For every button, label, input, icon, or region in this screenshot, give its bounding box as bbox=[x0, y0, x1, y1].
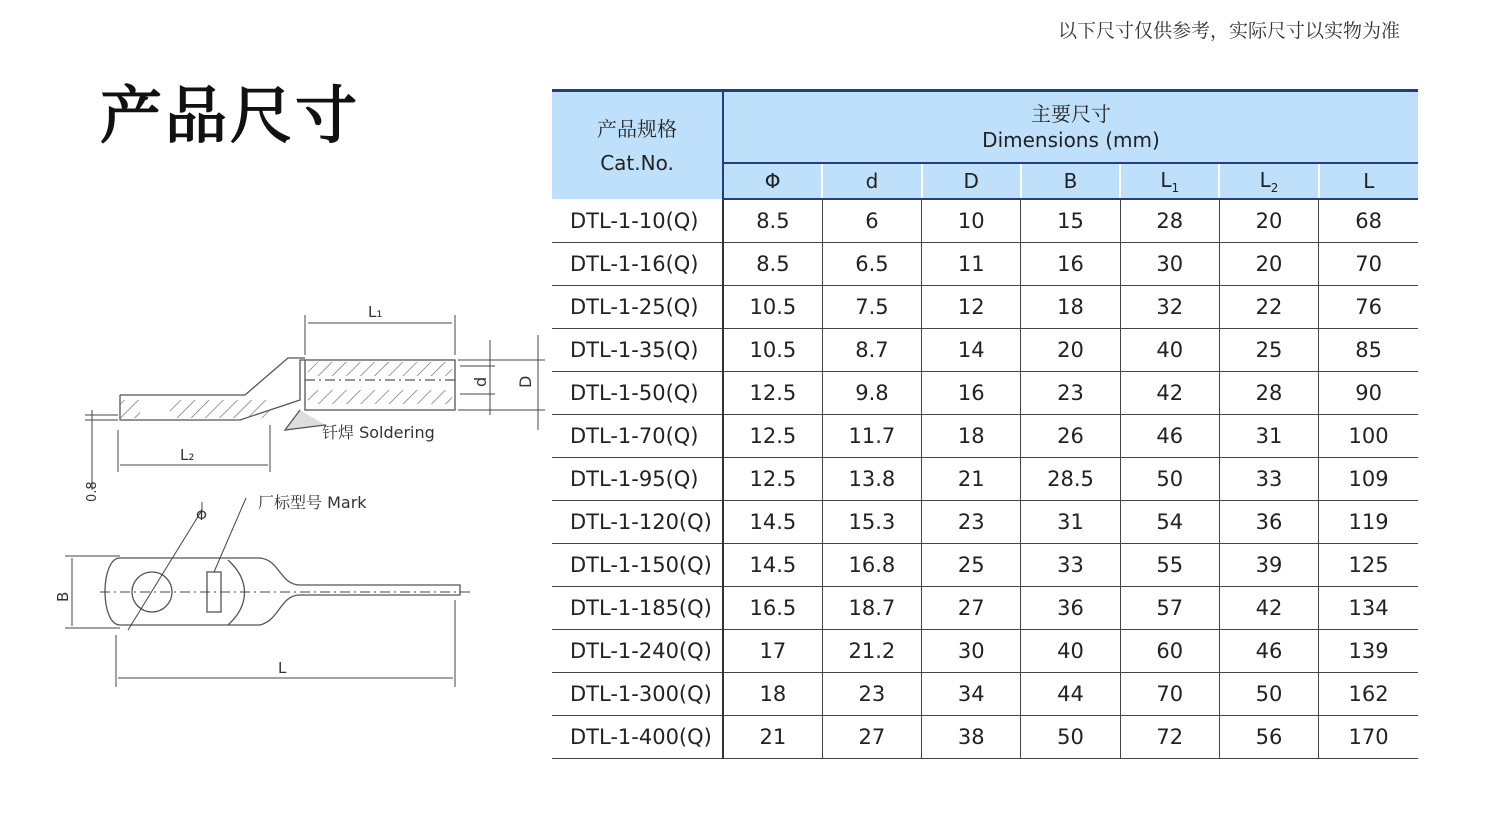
cat-no-cell: DTL-1-400(Q) bbox=[552, 716, 723, 759]
column-header-label: L bbox=[1363, 169, 1375, 193]
dimension-cell: 70 bbox=[1319, 243, 1418, 286]
dimension-cell: 6.5 bbox=[822, 243, 921, 286]
dimension-cell: 20 bbox=[1219, 243, 1318, 286]
table-row bbox=[552, 243, 1418, 286]
dimension-cell: 18 bbox=[1021, 286, 1120, 329]
label-l1: L₁ bbox=[368, 303, 383, 321]
dimension-cell: 16 bbox=[1021, 243, 1120, 286]
dimension-cell: 23 bbox=[1021, 372, 1120, 415]
dimension-cell: 12.5 bbox=[723, 415, 822, 458]
cat-no-cell: DTL-1-240(Q) bbox=[552, 630, 723, 673]
dimension-cell: 57 bbox=[1120, 587, 1219, 630]
dimension-cell: 90 bbox=[1319, 372, 1418, 415]
dimension-cell: 15 bbox=[1021, 199, 1120, 243]
dimension-cell: 42 bbox=[1120, 372, 1219, 415]
table-row bbox=[552, 415, 1418, 458]
dimensions-table bbox=[552, 89, 1418, 759]
dimension-cell: 16 bbox=[922, 372, 1021, 415]
dimension-cell: 21 bbox=[922, 458, 1021, 501]
dimension-cell: 12.5 bbox=[723, 372, 822, 415]
dimension-cell: 60 bbox=[1120, 630, 1219, 673]
cat-no-cell: DTL-1-10(Q) bbox=[552, 199, 723, 243]
dimension-cell: 40 bbox=[1120, 329, 1219, 372]
dimension-cell: 33 bbox=[1021, 544, 1120, 587]
dimension-cell: 21 bbox=[723, 716, 822, 759]
dimension-cell: 17 bbox=[723, 630, 822, 673]
table-row bbox=[552, 199, 1418, 243]
column-header bbox=[1120, 163, 1219, 199]
dimension-cell: 134 bbox=[1319, 587, 1418, 630]
dimension-cell: 28 bbox=[1219, 372, 1318, 415]
dimension-cell: 40 bbox=[1021, 630, 1120, 673]
dimension-cell: 125 bbox=[1319, 544, 1418, 587]
label-b: B bbox=[54, 591, 72, 602]
label-soldering: 钎焊 Soldering bbox=[322, 423, 435, 442]
dimension-cell: 20 bbox=[1219, 199, 1318, 243]
dimension-cell: 7.5 bbox=[822, 286, 921, 329]
dimension-cell: 9.8 bbox=[822, 372, 921, 415]
cat-no-cell: DTL-1-300(Q) bbox=[552, 673, 723, 716]
dimension-cell: 25 bbox=[1219, 329, 1318, 372]
column-header bbox=[1021, 163, 1120, 199]
dimension-cell: 23 bbox=[822, 673, 921, 716]
column-header-label: d bbox=[865, 169, 879, 193]
label-phi: Φ bbox=[196, 508, 208, 524]
label-l: L bbox=[278, 659, 287, 677]
column-header-subscript: 2 bbox=[1270, 180, 1279, 195]
column-header-label: D bbox=[963, 169, 979, 193]
table-row bbox=[552, 501, 1418, 544]
label-l2: L₂ bbox=[180, 446, 195, 464]
dimension-cell: 42 bbox=[1219, 587, 1318, 630]
column-header-subscript: 1 bbox=[1171, 180, 1180, 195]
dimension-cell: 22 bbox=[1219, 286, 1318, 329]
dimension-cell: 27 bbox=[822, 716, 921, 759]
label-thickness: 0.8 bbox=[85, 481, 100, 502]
dimension-cell: 11.7 bbox=[822, 415, 921, 458]
column-header-label: Φ bbox=[764, 169, 781, 193]
page-title: 产品尺寸 bbox=[100, 79, 361, 152]
table-row bbox=[552, 630, 1418, 673]
dimensions-table-container bbox=[552, 89, 1418, 759]
cat-no-cell: DTL-1-150(Q) bbox=[552, 544, 723, 587]
dimensions-header bbox=[723, 91, 1418, 164]
column-header-label: L bbox=[1259, 167, 1271, 192]
dimension-cell: 30 bbox=[1120, 243, 1219, 286]
label-d-small: d bbox=[471, 376, 490, 387]
cat-no-cell: DTL-1-185(Q) bbox=[552, 587, 723, 630]
label-d-large: D bbox=[516, 375, 535, 388]
dimension-cell: 16.5 bbox=[723, 587, 822, 630]
dimension-cell: 54 bbox=[1120, 501, 1219, 544]
dimension-cell: 25 bbox=[922, 544, 1021, 587]
table-row bbox=[552, 458, 1418, 501]
dimension-cell: 119 bbox=[1319, 501, 1418, 544]
dimension-cell: 23 bbox=[922, 501, 1021, 544]
dimension-cell: 30 bbox=[922, 630, 1021, 673]
dimension-cell: 139 bbox=[1319, 630, 1418, 673]
dimension-cell: 10.5 bbox=[723, 329, 822, 372]
cat-header-cn: 产品规格 bbox=[597, 116, 677, 141]
dimension-cell: 39 bbox=[1219, 544, 1318, 587]
dimension-cell: 44 bbox=[1021, 673, 1120, 716]
dimension-cell: 8.5 bbox=[723, 199, 822, 243]
main-header-cn: 主要尺寸 bbox=[1031, 102, 1111, 126]
cat-no-cell: DTL-1-120(Q) bbox=[552, 501, 723, 544]
dimension-cell: 12 bbox=[922, 286, 1021, 329]
dimension-cell: 46 bbox=[1120, 415, 1219, 458]
dimension-cell: 34 bbox=[922, 673, 1021, 716]
dimension-cell: 50 bbox=[1219, 673, 1318, 716]
column-header bbox=[822, 163, 921, 199]
table-row bbox=[552, 673, 1418, 716]
column-header bbox=[723, 163, 822, 199]
lug-dimension-diagram bbox=[50, 290, 550, 710]
dimension-cell: 13.8 bbox=[822, 458, 921, 501]
dimension-cell: 14.5 bbox=[723, 544, 822, 587]
dimension-cell: 36 bbox=[1021, 587, 1120, 630]
dimension-cell: 72 bbox=[1120, 716, 1219, 759]
column-header bbox=[922, 163, 1021, 199]
cat-no-cell: DTL-1-16(Q) bbox=[552, 243, 723, 286]
cat-no-cell: DTL-1-50(Q) bbox=[552, 372, 723, 415]
cat-no-cell: DTL-1-25(Q) bbox=[552, 286, 723, 329]
table-row bbox=[552, 587, 1418, 630]
dimension-cell: 18.7 bbox=[822, 587, 921, 630]
cat-no-cell: DTL-1-70(Q) bbox=[552, 415, 723, 458]
dimension-cell: 162 bbox=[1319, 673, 1418, 716]
column-header bbox=[1319, 163, 1418, 199]
dimension-cell: 28.5 bbox=[1021, 458, 1120, 501]
dimension-cell: 76 bbox=[1319, 286, 1418, 329]
dimension-cell: 6 bbox=[822, 199, 921, 243]
dimension-cell: 50 bbox=[1120, 458, 1219, 501]
dimension-cell: 20 bbox=[1021, 329, 1120, 372]
cat-no-cell: DTL-1-95(Q) bbox=[552, 458, 723, 501]
dimension-cell: 68 bbox=[1319, 199, 1418, 243]
dimension-cell: 55 bbox=[1120, 544, 1219, 587]
dimension-cell: 15.3 bbox=[822, 501, 921, 544]
dimension-cell: 36 bbox=[1219, 501, 1318, 544]
dimension-cell: 109 bbox=[1319, 458, 1418, 501]
main-header-en: Dimensions (mm) bbox=[982, 128, 1160, 152]
label-mark: 厂标型号 Mark bbox=[258, 493, 367, 512]
dimension-cell: 31 bbox=[1021, 501, 1120, 544]
table-row bbox=[552, 286, 1418, 329]
dimension-cell: 26 bbox=[1021, 415, 1120, 458]
cat-no-header bbox=[552, 91, 723, 200]
table-row bbox=[552, 716, 1418, 759]
dimension-cell: 170 bbox=[1319, 716, 1418, 759]
table-row bbox=[552, 372, 1418, 415]
dimension-cell: 8.7 bbox=[822, 329, 921, 372]
dimension-cell: 70 bbox=[1120, 673, 1219, 716]
table-row bbox=[552, 544, 1418, 587]
column-header bbox=[1219, 163, 1318, 199]
cat-header-en: Cat.No. bbox=[600, 150, 674, 175]
table-row bbox=[552, 329, 1418, 372]
dimension-cell: 32 bbox=[1120, 286, 1219, 329]
cat-no-cell: DTL-1-35(Q) bbox=[552, 329, 723, 372]
dimension-cell: 21.2 bbox=[822, 630, 921, 673]
dimension-cell: 27 bbox=[922, 587, 1021, 630]
column-header-label: B bbox=[1063, 169, 1078, 193]
dimension-cell: 16.8 bbox=[822, 544, 921, 587]
dimension-cell: 100 bbox=[1319, 415, 1418, 458]
disclaimer-note: 以下尺寸仅供参考，实际尺寸以实物为准 bbox=[1057, 20, 1400, 42]
dimension-cell: 18 bbox=[723, 673, 822, 716]
dimension-cell: 14.5 bbox=[723, 501, 822, 544]
dimension-cell: 85 bbox=[1319, 329, 1418, 372]
dimension-cell: 14 bbox=[922, 329, 1021, 372]
dimension-cell: 11 bbox=[922, 243, 1021, 286]
dimension-cell: 33 bbox=[1219, 458, 1318, 501]
dimension-cell: 46 bbox=[1219, 630, 1318, 673]
column-header-label: L bbox=[1160, 167, 1172, 192]
dimension-cell: 18 bbox=[922, 415, 1021, 458]
dimension-cell: 38 bbox=[922, 716, 1021, 759]
dimension-cell: 8.5 bbox=[723, 243, 822, 286]
dimension-cell: 10 bbox=[922, 199, 1021, 243]
dimension-cell: 31 bbox=[1219, 415, 1318, 458]
dimension-cell: 10.5 bbox=[723, 286, 822, 329]
dimension-cell: 12.5 bbox=[723, 458, 822, 501]
dimension-cell: 28 bbox=[1120, 199, 1219, 243]
dimension-cell: 56 bbox=[1219, 716, 1318, 759]
dimension-cell: 50 bbox=[1021, 716, 1120, 759]
